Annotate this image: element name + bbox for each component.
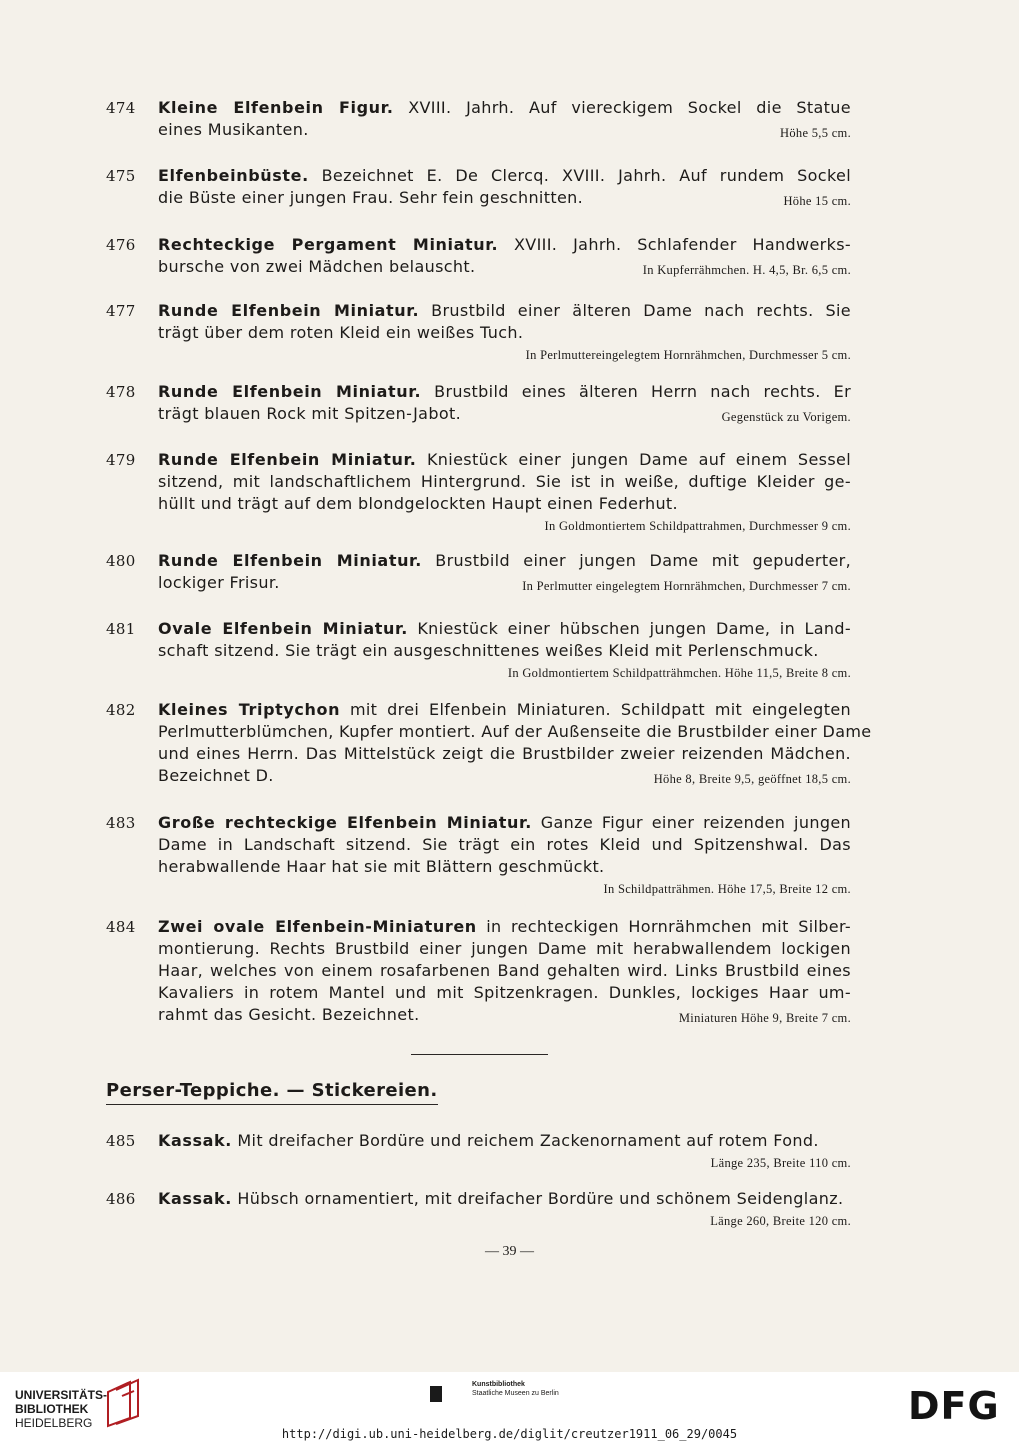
entry-text: Haar, welches von einem rosafarbenen Band gehalten wird. Links Brustbild eines [158, 961, 851, 980]
entry-number: 474 [106, 99, 136, 117]
logo-text-line: Staatliche Museen zu Berlin [472, 1390, 559, 1397]
entry-text: Brustbild eines älteren Herrn nach rechts. Er [434, 382, 852, 401]
entry-text: Brustbild einer älteren Dame nach rechts. Sie [431, 301, 852, 320]
entry-text: Kniestück einer jungen Dame auf einem Sessel [426, 450, 851, 469]
entry-measurement: In Perlmuttereingelegtem Hornrähmchen, Durchmesser 5 cm. [525, 348, 851, 362]
entry-text: eines Musikanten. [158, 120, 309, 139]
entry-text: trägt über dem roten Kleid ein weißes Tuch. [158, 323, 524, 342]
page-number: — 39 — [485, 1244, 534, 1259]
entry-text: schaft sitzend. Sie trägt ein ausgeschnittenes weißes Kleid mit Perlenschmuck. [158, 641, 819, 660]
catalog-entry [106, 618, 851, 682]
entry-title: Große rechteckige Elfenbein Miniatur. [158, 813, 532, 832]
kunstbibliothek-mark-icon [430, 1386, 442, 1402]
entry-text: Bezeichnet D. [158, 766, 274, 785]
catalog-entry [106, 234, 851, 278]
entry-title: Elfenbeinbüste. [158, 166, 309, 185]
entry-title: Ovale Elfenbein Miniatur. [158, 619, 408, 638]
catalog-entry [106, 449, 851, 535]
catalog-entry [106, 1130, 851, 1172]
entry-measurement: Höhe 8, Breite 9,5, geöffnet 18,5 cm. [653, 772, 851, 786]
catalog-entry [106, 381, 851, 425]
entry-text: Perlmutterblümchen, Kupfer montiert. Auf der Außenseite die Brustbilder einer Dame [158, 722, 872, 741]
logo-text-line: HEIDELBERG [15, 1416, 93, 1430]
entry-number: 486 [106, 1190, 136, 1208]
permalink-url[interactable]: http://digi.ub.uni-heidelberg.de/diglit/creutzer1911_06_29/0045 [281, 1427, 738, 1441]
entry-text: lockiger Frisur. [158, 573, 280, 592]
entry-text: Bezeichnet E. De Clercq. XVIII. Jahrh. Auf rundem Sockel [321, 166, 851, 185]
entry-title: Zwei ovale Elfenbein-Miniaturen [158, 917, 477, 936]
entry-text: rahmt das Gesicht. Bezeichnet. [158, 1005, 420, 1024]
catalog-entry [106, 1188, 851, 1230]
catalog-entry [106, 699, 872, 787]
entry-text: montierung. Rechts Brustbild einer jungen Dame mit herabwallendem lockigen [158, 939, 851, 958]
catalog-entry [106, 97, 851, 141]
catalog-entry [106, 812, 851, 898]
entry-measurement: Höhe 15 cm. [783, 194, 851, 208]
entry-text: die Büste einer jungen Frau. Sehr fein geschnitten. [158, 188, 584, 207]
entry-measurement: In Schildpatträhmen. Höhe 17,5, Breite 12 cm. [603, 882, 851, 896]
entry-number: 476 [106, 236, 136, 254]
entry-text: herabwallende Haar hat sie mit Blättern geschmückt. [158, 857, 605, 876]
entry-number: 482 [106, 701, 136, 719]
entry-text: und eines Herrn. Das Mittelstück zeigt die Brustbilder zweier reizenden Mädchen. [158, 744, 851, 763]
entry-title: Rechteckige Pergament Miniatur. [158, 235, 499, 254]
logo-text-line: UNIVERSITÄTS- [15, 1388, 108, 1402]
entry-number: 484 [106, 918, 136, 936]
dfg-logo[interactable]: DFG [908, 1384, 1000, 1428]
entry-text: hüllt und trägt auf dem blondgelockten Haupt einen Federhut. [158, 494, 678, 513]
entry-text: trägt blauen Rock mit Spitzen-Jabot. [158, 404, 462, 423]
entry-number: 479 [106, 451, 136, 469]
university-library-logo[interactable] [15, 1388, 107, 1430]
footer-bar [0, 1372, 1019, 1445]
entry-text: bursche von zwei Mädchen belauscht. [158, 257, 476, 276]
entry-number: 480 [106, 552, 136, 570]
entry-text: mit drei Elfenbein Miniaturen. Schildpatt mit eingelegten [349, 700, 852, 719]
entry-text: in rechteckigen Hornrähmchen mit Silber- [486, 917, 852, 936]
entry-title: Runde Elfenbein Miniatur. [158, 301, 420, 320]
entry-number: 485 [106, 1132, 136, 1150]
entry-measurement: Länge 235, Breite 110 cm. [710, 1156, 851, 1170]
entry-text: Dame in Landschaft sitzend. Sie trägt ein rotes Kleid und Spitzenshwal. Das [158, 835, 851, 854]
catalog-entry [106, 550, 851, 594]
entry-text: sitzend, mit landschaftlichem Hintergrund. Sie ist in weiße, duftige Kleider ge- [158, 472, 851, 491]
entry-measurement: Höhe 5,5 cm. [780, 126, 851, 140]
entry-title: Kleines Triptychon [158, 700, 341, 719]
entry-number: 483 [106, 814, 136, 832]
entry-text: Ganze Figur einer reizenden jungen [540, 813, 852, 832]
section-divider [411, 1054, 548, 1055]
entry-text: XVIII. Jahrh. Auf viereckigem Sockel die Statue [408, 98, 851, 117]
entry-measurement: In Goldmontiertem Schildpatträhmchen. Höhe 11,5, Breite 8 cm. [507, 666, 851, 680]
entry-title: Kassak. [158, 1189, 232, 1208]
entry-measurement: In Perlmutter eingelegtem Hornrähmchen, Durchmesser 7 cm. [522, 579, 851, 593]
entry-text: XVIII. Jahrh. Schlafender Handwerks- [514, 235, 852, 254]
entry-text: Mit dreifacher Bordüre und reichem Zackenornament auf rotem Fond. [237, 1131, 819, 1150]
entry-measurement: Gegenstück zu Vorigem. [721, 410, 851, 424]
entry-number: 478 [106, 383, 136, 401]
entry-measurement: Miniaturen Höhe 9, Breite 7 cm. [678, 1011, 851, 1025]
entry-text: Kavaliers in rotem Mantel und mit Spitzenkragen. Dunkles, lockiges Haar um- [158, 983, 851, 1002]
entry-title: Runde Elfenbein Miniatur. [158, 382, 422, 401]
entry-number: 477 [106, 302, 136, 320]
entry-measurement: In Goldmontiertem Schildpattrahmen, Durchmesser 9 cm. [544, 519, 851, 533]
entry-measurement: Länge 260, Breite 120 cm. [710, 1214, 851, 1228]
entry-title: Runde Elfenbein Miniatur. [158, 551, 422, 570]
section-heading: Perser-Teppiche. — Stickereien. [106, 1080, 438, 1105]
library-emblem-icon [102, 1378, 150, 1428]
catalog-entry [106, 165, 851, 209]
entry-text: Kniestück einer hübschen jungen Dame, in Land- [417, 619, 852, 638]
entry-number: 475 [106, 167, 136, 185]
entry-title: Kleine Elfenbein Figur. [158, 98, 394, 117]
logo-text-line: Kunstbibliothek [472, 1381, 525, 1388]
entry-text: Brustbild einer jungen Dame mit gepuderter, [435, 551, 852, 570]
entry-number: 481 [106, 620, 136, 638]
entry-title: Kassak. [158, 1131, 232, 1150]
logo-text-line: BIBLIOTHEK [15, 1402, 89, 1416]
entry-measurement: In Kupferrähmchen. H. 4,5, Br. 6,5 cm. [642, 263, 851, 277]
catalog-entry [106, 300, 851, 364]
entry-title: Runde Elfenbein Miniatur. [158, 450, 417, 469]
catalog-entry [106, 916, 851, 1026]
entry-text: Hübsch ornamentiert, mit dreifacher Bordüre und schönem Seidenglanz. [237, 1189, 844, 1208]
